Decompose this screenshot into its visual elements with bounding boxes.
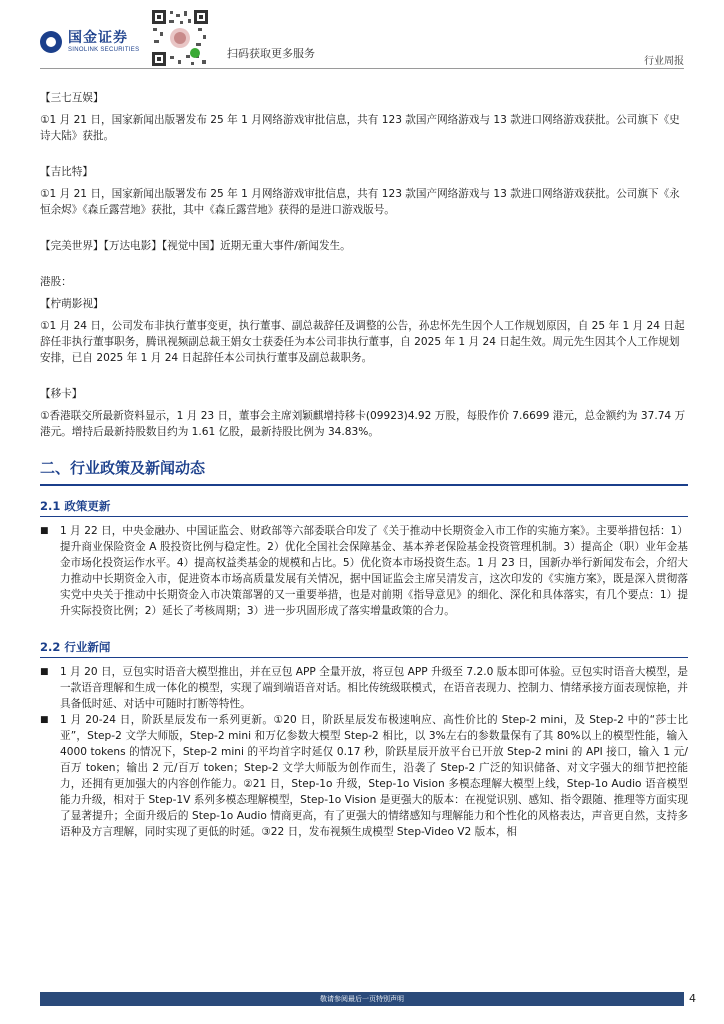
qr-code-icon[interactable] <box>150 8 210 68</box>
paragraph-yika: ①香港联交所最新资料显示，1 月 23 日，董事会主席刘颖麒增持移卡(09923)4.92 万股，每股作价 7.6699 港元，总金额约为 37.74 万港元。增持后最新持股数目约为 1.61 亿股，最新持股比例为 34.83%。 <box>40 410 686 438</box>
section-divider <box>40 484 688 486</box>
news-bullet-text: 1 月 20-24 日，阶跃星辰发布一系列更新。①20 日，阶跃星辰发布极速响应、高性价比的 Step-2 mini，及 Step-2 中的“莎士比亚”，Step-2 文学大师版，Step-2 mini 和万亿参数大模型 Step-2 相比，以 3%左右的参数量保有了其 80%以上的模型性能，输入 4000 tokens 的情况下，Step-2 mini 的平均首字时延仅 0.17 秒，阶跃星辰开放平台已开放 Step-2 mini 的 API 接口，输入 1 元/百万 token；输出 2 元/百万 token；Step-2 文学大师版为创作而生，沿袭了 Step-2 广泛的知识储备、对文字强大的细节把控能力，还拥有更加强大的内容创作能力。②21 日，Step-1o 升级，Step-1o Vision 多模态理解大模型上线，Step-1o Audio 语音模型能力升级，相对于 Step-1V 系列多模态理解模型，Step-1o Vision 是更强大的版本：在视觉识别、感知、指令跟随、推理等方面实现了显著提升；全面升级后的 Step-1o Audio 情商更高，有了更强大的情绪感知与理解能力和个性化的风格表达，声音更自然，支持多语种及方言理解，同时实现了更低的时延。③22 日，发布视频生成模型 Step-Video V2 版本，相 <box>60 714 688 838</box>
paragraph-sanqi: ①1 月 21 日，国家新闻出版署发布 25 年 1 月网络游戏审批信息，共有 123 款国产网络游戏与 13 款进口网络游戏获批。公司旗下《史诗大陆》获批。 <box>40 114 680 142</box>
policy-bullet-text: 1 月 22 日，中央金融办、中国证监会、财政部等六部委联合印发了《关于推动中长期资金入市工作的实施方案》。主要举措包括：1）提升商业保险资金 A 股投资比例与稳定性。2）优化全国社会保障基金、基本养老保险基金投资管理机制。3）提高企（职）业年金基金市场化投资运作水平。4）提高权益类基金的规模和占比。5）优化资本市场投资生态。1 月 23 日，国新办举行新闻发布会，介绍大力推动中长期资金入市，促进资本市场高质量发展有关情况，据中国证监会主席吴清发言，这次印发的《实施方案》，既是深入贯彻落实党中央关于推动中长期资金入市决策部署的又一重要举措，也是对前期《指导意见》的细化、深化和具体落实，有几个要点：1）提升实际投资比例；2）延长了考核周期；3）进一步巩固形成了落实增量政策的合力。 <box>60 525 688 617</box>
paragraph-ningmeng: ①1 月 24 日，公司发布非执行董事变更，执行董事、副总裁辞任及调整的公告，孙忠怀先生因个人工作规划原因，自 25 年 1 月 24 日起辞任非执行董事职务，腾讯视频副总裁王娟女士获委任为本公司非执行董事，自 2025 年 1 月 24 日起生效。周元先生因其个人工作规划安排，已自 2025 年 1 月 24 日起辞任本公司执行董事及副总裁职务。 <box>40 320 685 364</box>
company-tag-yika: 【移卡】 <box>40 388 83 400</box>
bullet-square-icon: ■ <box>40 526 49 536</box>
subsection-title-news: 2.2 行业新闻 <box>40 640 111 654</box>
footer-disclaimer: 敬请参阅最后一页特别声明 <box>320 995 404 1003</box>
company-tag-sanqi: 【三七互娱】 <box>40 92 104 104</box>
paragraph-jibite: ①1 月 21 日，国家新闻出版署发布 25 年 1 月网络游戏审批信息，共有 123 款国产网络游戏与 13 款进口网络游戏获批。公司旗下《永恒余烬》《森丘露营地》获批，其中《森丘露营地》获得的是进口游戏版号。 <box>40 188 680 216</box>
company-tag-jibite: 【吉比特】 <box>40 166 93 178</box>
list-item <box>40 712 688 840</box>
subsection-divider <box>40 657 688 658</box>
bullet-square-icon: ■ <box>40 667 49 677</box>
news-bullet-text: 1 月 20 日，豆包实时语音大模型推出，并在豆包 APP 全量开放，将豆包 APP 升级至 7.2.0 版本即可体验。豆包实时语音大模型，是一款语音理解和生成一体化的模型，实现了端到端语音对话。相比传统级联模式，在语音表现力、控制力、情绪承接方面表现惊艳，并具备低时延、对话中可随时打断等特性。 <box>60 666 688 710</box>
page-number: 4 <box>689 992 696 1005</box>
subsection-title-policy: 2.1 政策更新 <box>40 499 111 513</box>
header-divider <box>40 68 684 69</box>
hk-label: 港股： <box>40 276 72 288</box>
company-tag-ningmeng: 【柠萌影视】 <box>40 298 104 310</box>
subsection-divider <box>40 516 688 517</box>
footer-bar <box>40 992 684 1006</box>
report-type: 行业周报 <box>644 56 684 67</box>
logo-mark-icon <box>40 31 62 53</box>
list-item <box>40 664 688 712</box>
logo-en-text: SINOLINK SECURITIES <box>68 47 140 53</box>
page-content <box>40 90 688 840</box>
bullet-square-icon: ■ <box>40 715 49 725</box>
qr-label: 扫码获取更多服务 <box>227 47 315 60</box>
paragraph-others: 【完美世界】【万达电影】【视觉中国】近期无重大事件/新闻发生。 <box>40 240 351 252</box>
list-item <box>40 523 688 619</box>
page-footer <box>0 992 724 1024</box>
logo-cn-text: 国金证券 <box>68 30 128 46</box>
page-header <box>0 0 724 70</box>
company-logo <box>40 30 139 54</box>
section-title: 二、行业政策及新闻动态 <box>40 459 206 477</box>
